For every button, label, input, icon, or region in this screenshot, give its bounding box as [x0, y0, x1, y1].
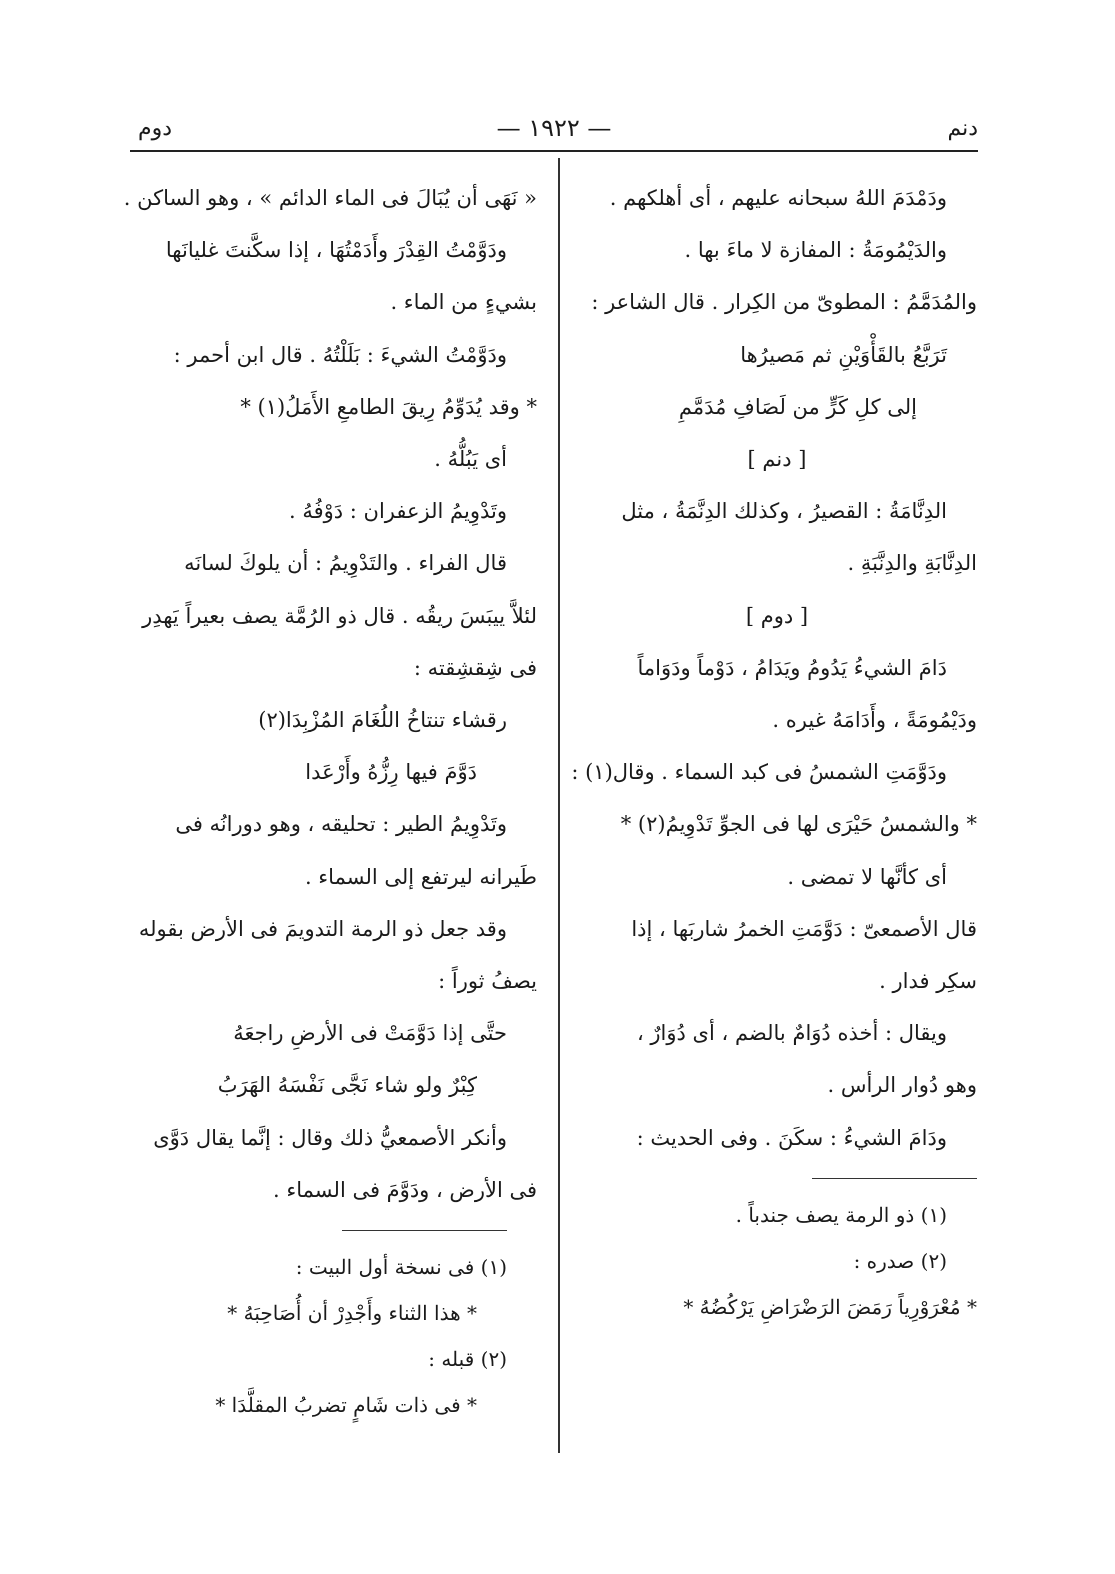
entry-line: وتَدْوِيمُ الطير : تحليقه ، وهو دورانُه فى	[175, 812, 507, 837]
entry-line: وقد جعل ذو الرمة التدويمَ فى الأرض بقوله	[138, 916, 507, 941]
entry-line: ودَوَّمْتُ الشيءَ : بَلَلْتُهُ . قال ابن أحمر :	[173, 342, 507, 367]
header-root-left: دوم	[138, 116, 173, 141]
header-root-right: دنم	[947, 116, 978, 141]
entry-line: ويقال : أخذه دُوَامٌ بالضم ، أى دُوَارٌ ،	[636, 1021, 947, 1046]
section-heading-dwm: [ دوم ]	[745, 603, 809, 628]
entry-line: والمُدَمَّمُ : المطوىّ من الكِرار . قال الشاعر :	[591, 290, 977, 315]
entry-line: والدَيْمُومَةُ : المفازة لا ماءَ بها .	[684, 238, 947, 263]
header-rule	[130, 150, 978, 152]
verse-line: * وقد يُدَوِّمُ رِيقَ الطامعِ الأَمَلُ(١) *	[240, 394, 537, 419]
left-column	[123, 172, 537, 1428]
column-divider	[558, 158, 560, 1453]
entry-line: دَامَ الشيءُ يَدُومُ ويَدَامُ ، دَوْماً ودَوَاماً	[637, 655, 947, 680]
footnote: * هذا الثناء وأَجْدِرْ أن أُصَاحِبَهُ *	[227, 1301, 477, 1326]
entry-line: لئلاَّ ييبَسَ ريقُه . قال ذو الرُمَّة يصف بعيراً يَهدِر	[142, 603, 537, 628]
verse-line: رقشاء تنتاخُ اللُغَامَ المُزْبِدَا(٢)	[258, 708, 507, 733]
entry-line: وأنكر الأصمعيُّ ذلك وقال : إنَّما يقال دَوَّى	[153, 1125, 507, 1150]
entry-line: يصفُ ثوراً :	[438, 969, 537, 994]
entry-line: ودَيْمُومَةً ، وأَدَامَهُ غيره .	[772, 708, 977, 733]
entry-line: ودَامَ الشيءُ : سكَنَ . وفى الحديث :	[636, 1125, 947, 1150]
footnote: * فى ذات شَامٍ تضربُ المقلَّدَا *	[215, 1393, 477, 1418]
entry-line: « نَهَى أن يُبَالَ فى الماء الدائم » ، وهو الساكن .	[123, 186, 537, 210]
verse-line: كِبْرٌ ولو شاء نَجَّى نَفْسَهُ الهَرَبُ	[217, 1073, 477, 1098]
footnote: (١) ذو الرمة يصف جندباً .	[735, 1202, 947, 1227]
entry-line: قال الفراء . والتَدْوِيمُ : أن يلوكَ لسانَه	[184, 551, 507, 576]
footnote: * مُعْرَوْرِياً رَمَضَ الرَضْرَاضِ يَرْكُضُهُ *	[683, 1294, 977, 1319]
verse-line: حتَّى إذا دَوَّمَتْ فى الأرضِ راجعَهُ	[233, 1021, 507, 1046]
footnote: (٢) قبله :	[428, 1347, 507, 1372]
page-header	[130, 112, 978, 146]
page-number: — ١٩٢٢ —	[496, 114, 612, 142]
entry-line: فى الأرض ، ودَوَّمَ فى السماء .	[273, 1177, 537, 1202]
entry-line: طَيرانه ليرتفع إلى السماء .	[304, 864, 537, 889]
verse-line: دَوَّمَ فيها رِزُّهُ وأَرْعَدا	[305, 760, 477, 785]
entry-line: أى يَبُلُّهُ .	[434, 447, 507, 472]
entry-line: وهو دُوار الرأس .	[827, 1073, 977, 1098]
footnote: (١) فى نسخة أول البيت :	[295, 1255, 507, 1280]
entry-line: سكِر فدار .	[879, 969, 977, 994]
entry-line: ودَوَّمَتِ الشمسُ فى كبد السماء . وقال(١) :	[571, 760, 947, 785]
section-heading-dnm: [ دنم ]	[747, 447, 807, 472]
entry-line: الدِنَّامَةُ : القصيرُ ، وكذلك الدِنَّمَةُ ، مثل	[621, 499, 947, 524]
footnote-rule	[132, 1216, 537, 1244]
footnote: (٢) صدره :	[853, 1248, 947, 1273]
footnote-rule	[577, 1164, 977, 1192]
entry-line: فى شِقشِقته :	[413, 655, 537, 680]
entry-line: ودَمْدَمَ اللهُ سبحانه عليهم ، أى أهلكهم .	[609, 186, 947, 210]
entry-line: ودَوَّمْتُ القِدْرَ وأَدَمْتُهَا ، إذا سكَّنتَ غليانَها	[165, 238, 507, 263]
entry-line: أى كأنَّها لا تمضى .	[787, 864, 947, 889]
entry-line: بشيءٍ من الماء .	[390, 290, 537, 315]
right-column	[571, 172, 977, 1330]
verse-line: * والشمسُ حَيْرَى لها فى الجوِّ تَدْوِيمُ(٢) *	[620, 812, 977, 837]
entry-line: قال الأصمعىّ : دَوَّمَتِ الخمرُ شاربَها ، إذا	[631, 916, 977, 941]
entry-line: الدِنَّابَةِ والدِنَّبَةِ .	[847, 551, 977, 576]
entry-line: وتَدْوِيمُ الزعفران : دَوْفُهُ .	[288, 499, 507, 524]
verse-line: إلى كلِ كَرٍّ من لَصَافِ مُدَمَّمِ	[678, 394, 917, 419]
verse-line: تَرَبَّعُ بالقَأْوَيْنِ ثم مَصيرُها	[740, 342, 947, 367]
